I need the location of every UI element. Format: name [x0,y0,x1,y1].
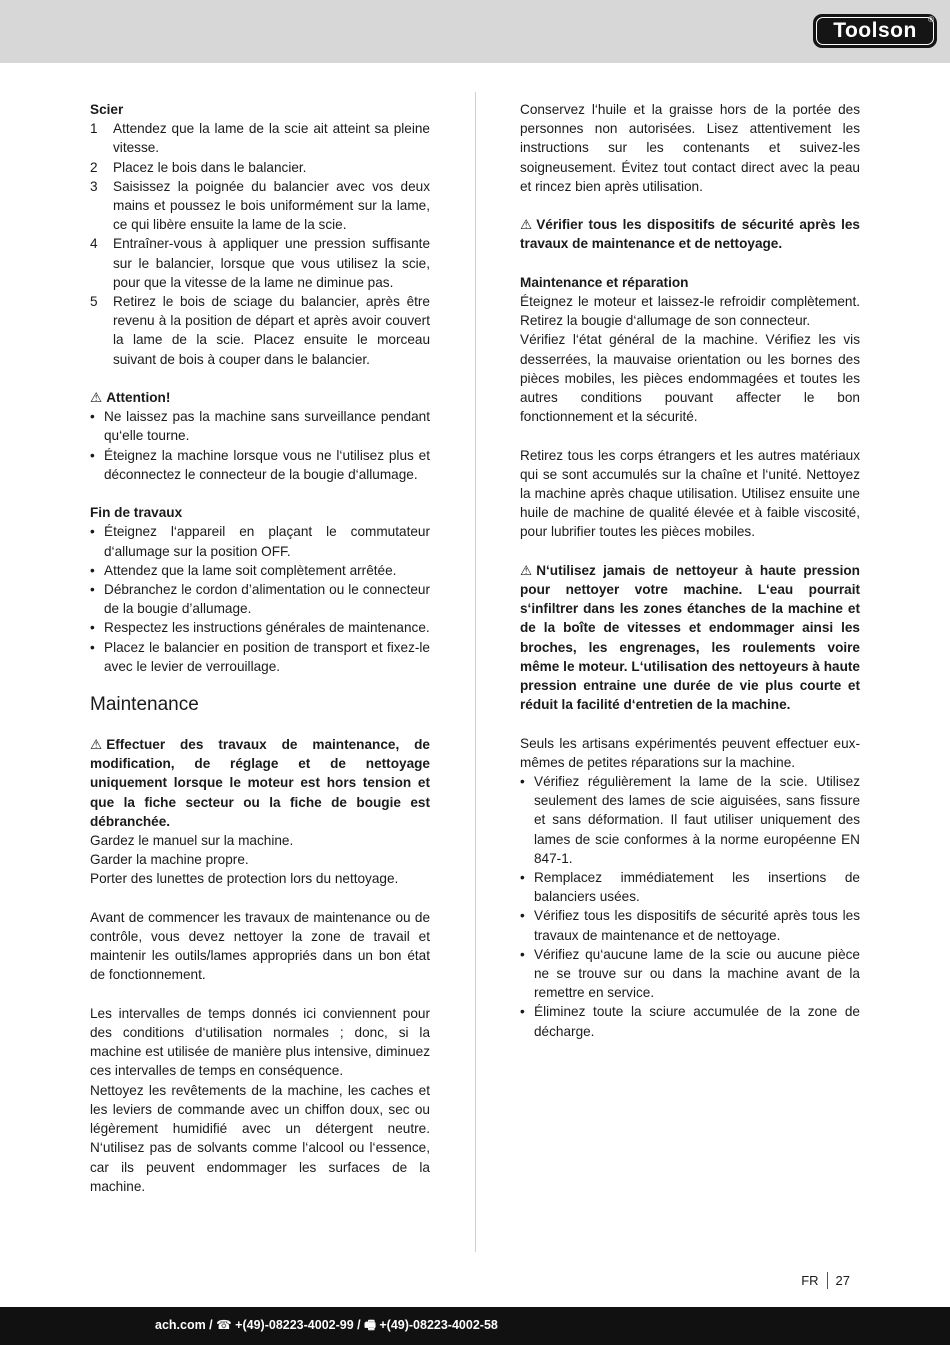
left-column [90,100,430,1196]
list-item: • Vérifiez qu‘aucune lame de la scie ou aucune pièce ne se trouve sur ou dans la machine avant de la remettre en service. [520,945,860,1003]
maint-line: Gardez le manuel sur la machine. [90,833,294,849]
maintenance-heading: Maintenance [90,694,199,716]
fin-list [90,522,430,676]
fin-title: Fin de travaux [90,505,183,521]
toolson-logo [813,14,937,48]
list-item: 4 Entraîner-vous à appliquer une pression suffisante sur le balancier, lorsque que vous utilisez la scie, pour que la vitesse de la lame ne diminue pas. [90,236,430,290]
maintenance-warning: ⚠ Effectuer des travaux de maintenance, de modification, de réglage et de nettoyage uniquement lorsque le moteur est hors tension et que la fiche secteur ou la fiche de bougie est débranchée. [90,737,430,829]
para-nettoyez: Nettoyez les revêtements de la machine, les caches et les leviers de commande avec un chiffon doux, sec ou légèrement humidifié avec un détergent neutre. N‘utilisez pas de solvants comme l‘alcool ou l‘essence, car ils peuvent endommager les surfaces de la machine. [90,1082,430,1194]
list-item: • Éteignez la machine lorsque vous ne l‘utilisez plus et déconnectez le connecteur de la bougie d‘allumage. [90,446,430,484]
warning-icon: ⚠ [90,737,103,753]
warning-icon: ⚠ [520,562,533,578]
para-avant: Avant de commencer les travaux de maintenance ou de contrôle, vous devez nettoyer la zone de travail et maintenir les outils/lames appropriés dans un bon état de fonctionnement. [90,909,430,983]
column-divider [475,92,476,1252]
list-item: 5 Retirez le bois de sciage du balancier, après être revenu à la position de départ et après avoir couvert la lame de la scie. Placez ensuite le morceau suivant de bois à couper dans le balancier. [90,294,430,367]
list-item: 3 Saisissez la poignée du balancier avec vos deux mains et poussez le bois uniformément sur la lame, ce qui libère ensuite la lame de la scie. [90,178,430,233]
list-item: • Attendez que la lame soit complètement arrêtée. [90,561,430,580]
scier-title: Scier [90,102,124,117]
artisan-list [520,772,860,1041]
warning-icon: ⚠ [90,390,103,406]
list-item: • Débranchez le cordon d’alimentation ou le connecteur de la bougie d’allumage. [90,580,430,618]
language-code: FR [801,1273,819,1288]
para-eteignez: Éteignez le moteur et laissez-le refroidir complètement. Retirez la bougie d‘allumage de son connecteur. [520,294,860,329]
attention-list [90,407,430,484]
para-verifiez: Vérifiez l‘état général de la machine. Vérifiez les vis desserrées, la mauvaise orientation ou les bornes des pièces mobiles, les pièces endommagées et toutes les autres conditions pouvant affecter le bon fonctionnement et la sécurité. [520,332,860,425]
list-item: • Placez le balancier en position de transport et fixez-le avec le levier de verrouillage. [90,638,430,676]
list-item: 2 Placez le bois dans le balancier. [90,159,307,175]
maint-line: Porter des lunettes de protection lors du nettoyage. [90,871,399,887]
page-footer [0,1307,950,1345]
list-item: • Éliminez toute la sciure accumulée de la zone de décharge. [520,1002,860,1040]
list-item: • Vérifiez tous les dispositifs de sécurité après tous les travaux de maintenance et de nettoyage. [520,906,860,944]
para-retirez: Retirez tous les corps étrangers et les autres matériaux qui se sont accumulés sur la chaîne et l‘unité. Nettoyez la machine après chaque utilisation. Utilisez ensuite une huile de machine de qualité élevée et à faible viscosité, pour lubrifier toutes les pièces mobiles. [520,447,860,540]
para-huile: Conservez l‘huile et la graisse hors de la portée des personnes non autorisées. Lisez attentivement les instructions sur les contenants et suivez-les soigneusement. Évitez tout contact direct avec la peau et rincez bien après utilisation. [520,102,860,194]
warning-icon: ⚠ [520,217,533,233]
registered-mark: ® [928,15,934,24]
logo-text: Toolson [833,18,917,42]
list-item: • Ne laissez pas la machine sans surveillance pendant qu‘elle tourne. [90,407,430,445]
page-header [0,0,950,63]
maint-line: Garder la machine propre. [90,852,249,868]
list-item: • Vérifiez régulièrement la lame de la scie. Utilisez seulement des lames de scie aiguisées, sans fissure et sans déformation. Il faut utiliser uniquement des lames de scie conformes à la norme européenne EN 847-1. [520,772,860,868]
warning-nettoyeur: ⚠ N‘utilisez jamais de nettoyeur à haute pression pour nettoyer votre machine. L‘eau pourrait s‘infiltrer dans les zones étanches de la machine et de la boîte de vitesses et endommager ainsi les broches, les engrenages, les roulements voire même le moteur. L‘utilisation des nettoyeurs à haute pression entraine une durée de vie plus courte et réduit la facilité d‘entretien de la machine. [520,562,860,713]
warning-verifier: ⚠ Vérifier tous les dispositifs de sécurité après les travaux de maintenance et de nettoyage. [520,217,860,252]
right-column [520,100,860,1041]
list-item: • Éteignez l‘appareil en plaçant le commutateur d‘allumage sur la position OFF. [90,522,430,560]
list-item: • Respectez les instructions générales de maintenance. [90,618,430,637]
list-item: • Remplacez immédiatement les insertions de balanciers usées. [520,868,860,906]
para-artisans: Seuls les artisans expérimentés peuvent effectuer eux-mêmes de petites réparations sur la machine. [520,735,860,770]
contact-info: ach.com / ☎ +(49)-08223-4002-99 / 🖷 +(49)-08223-4002-58 [155,1318,498,1332]
attention-title: ⚠ Attention! [90,388,430,407]
page-number-value: 27 [835,1273,850,1288]
reparation-title: Maintenance et réparation [520,274,689,290]
page-number [801,1272,850,1289]
para-intervalles: Les intervalles de temps donnés ici conviennent pour des conditions d‘utilisation normales ; donc, si la machine est utilisée de manière plus intensive, diminuez ces intervalles de temps en conséquence. [90,1005,430,1079]
list-item: 1 Attendez que la lame de la scie ait atteint sa pleine vitesse. [90,121,430,156]
scier-steps [90,119,430,369]
